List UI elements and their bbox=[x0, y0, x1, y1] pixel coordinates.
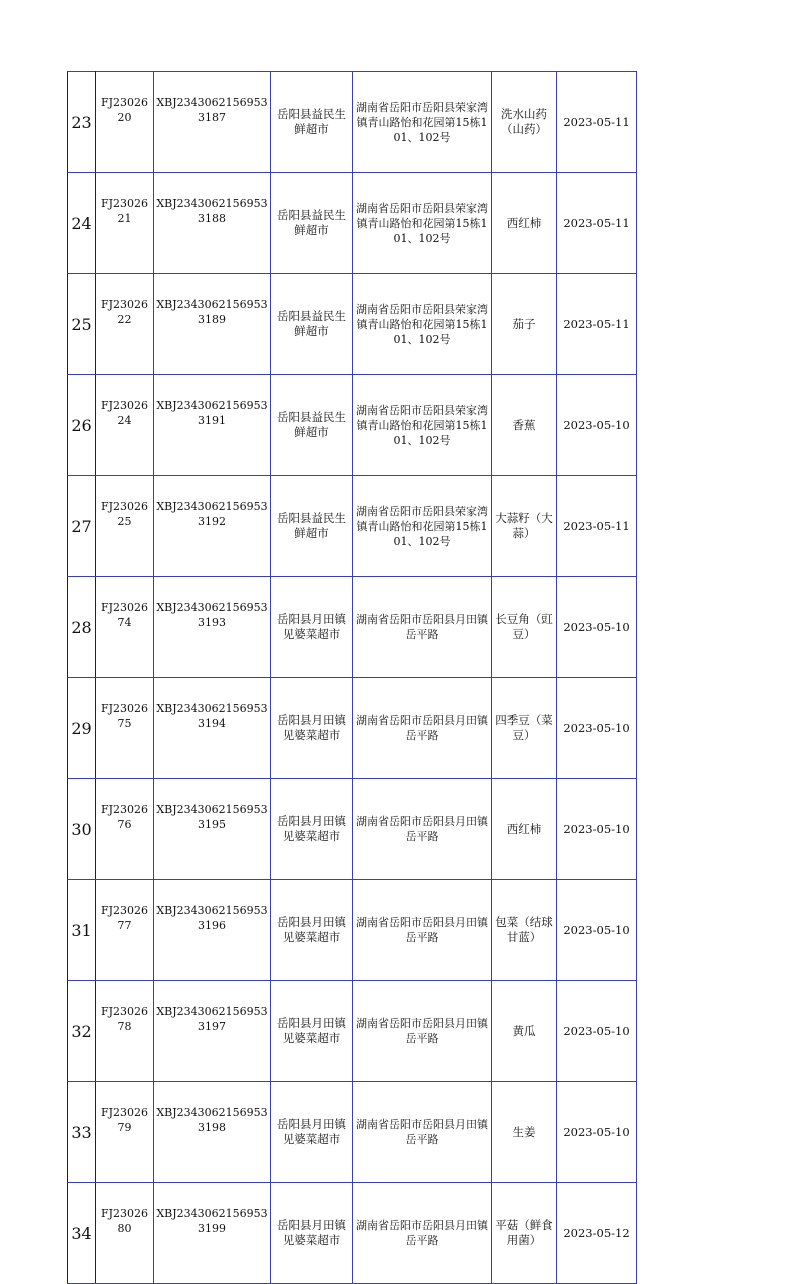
entity-address: 湖南省岳阳市岳阳县月田镇岳平路 bbox=[353, 1082, 492, 1183]
entity-name: 岳阳县益民生鲜超市 bbox=[271, 173, 353, 274]
sampling-date: 2023-05-12 bbox=[557, 1183, 637, 1284]
report-number: XBJ23430621569533192 bbox=[154, 476, 271, 577]
product-name: 香蕉 bbox=[492, 375, 557, 476]
sample-number: FJ2302674 bbox=[96, 577, 154, 678]
sampling-date: 2023-05-11 bbox=[557, 72, 637, 173]
entity-address: 湖南省岳阳市岳阳县月田镇岳平路 bbox=[353, 880, 492, 981]
product-name: 黄瓜 bbox=[492, 981, 557, 1082]
sampling-date: 2023-05-11 bbox=[557, 476, 637, 577]
report-number: XBJ23430621569533194 bbox=[154, 678, 271, 779]
sample-number: FJ2302625 bbox=[96, 476, 154, 577]
entity-address: 湖南省岳阳市岳阳县荣家湾镇青山路怡和花园第15栋101、102号 bbox=[353, 173, 492, 274]
table-row bbox=[68, 1082, 637, 1183]
report-number: XBJ23430621569533199 bbox=[154, 1183, 271, 1284]
table-row bbox=[68, 476, 637, 577]
row-number: 28 bbox=[68, 577, 96, 678]
entity-address: 湖南省岳阳市岳阳县月田镇岳平路 bbox=[353, 1183, 492, 1284]
entity-name: 岳阳县月田镇见婆菜超市 bbox=[271, 1082, 353, 1183]
sample-number: FJ2302679 bbox=[96, 1082, 154, 1183]
sample-number: FJ2302622 bbox=[96, 274, 154, 375]
sampling-date: 2023-05-10 bbox=[557, 1082, 637, 1183]
report-number: XBJ23430621569533193 bbox=[154, 577, 271, 678]
row-number: 27 bbox=[68, 476, 96, 577]
sample-number: FJ2302677 bbox=[96, 880, 154, 981]
entity-name: 岳阳县益民生鲜超市 bbox=[271, 476, 353, 577]
table-row bbox=[68, 173, 637, 274]
report-number: XBJ23430621569533187 bbox=[154, 72, 271, 173]
row-number: 29 bbox=[68, 678, 96, 779]
sample-number: FJ2302675 bbox=[96, 678, 154, 779]
entity-name: 岳阳县月田镇见婆菜超市 bbox=[271, 678, 353, 779]
entity-address: 湖南省岳阳市岳阳县月田镇岳平路 bbox=[353, 678, 492, 779]
row-number: 31 bbox=[68, 880, 96, 981]
sampling-date: 2023-05-10 bbox=[557, 880, 637, 981]
report-number: XBJ23430621569533189 bbox=[154, 274, 271, 375]
row-number: 33 bbox=[68, 1082, 96, 1183]
table-row bbox=[68, 779, 637, 880]
row-number: 26 bbox=[68, 375, 96, 476]
report-number: XBJ23430621569533191 bbox=[154, 375, 271, 476]
entity-name: 岳阳县益民生鲜超市 bbox=[271, 72, 353, 173]
product-name: 四季豆（菜豆） bbox=[492, 678, 557, 779]
table-row bbox=[68, 72, 637, 173]
sampling-date: 2023-05-11 bbox=[557, 173, 637, 274]
report-number: XBJ23430621569533195 bbox=[154, 779, 271, 880]
entity-name: 岳阳县益民生鲜超市 bbox=[271, 274, 353, 375]
table-row bbox=[68, 274, 637, 375]
product-name: 茄子 bbox=[492, 274, 557, 375]
sampling-date: 2023-05-10 bbox=[557, 678, 637, 779]
product-name: 长豆角（豇豆） bbox=[492, 577, 557, 678]
sample-number: FJ2302621 bbox=[96, 173, 154, 274]
sample-number: FJ2302624 bbox=[96, 375, 154, 476]
report-number: XBJ23430621569533198 bbox=[154, 1082, 271, 1183]
product-name: 包菜（结球甘蓝） bbox=[492, 880, 557, 981]
entity-name: 岳阳县月田镇见婆菜超市 bbox=[271, 577, 353, 678]
entity-name: 岳阳县月田镇见婆菜超市 bbox=[271, 1183, 353, 1284]
table-row bbox=[68, 880, 637, 981]
row-number: 23 bbox=[68, 72, 96, 173]
entity-address: 湖南省岳阳市岳阳县荣家湾镇青山路怡和花园第15栋101、102号 bbox=[353, 274, 492, 375]
row-number: 32 bbox=[68, 981, 96, 1082]
product-name: 西红柿 bbox=[492, 173, 557, 274]
sample-number: FJ2302680 bbox=[96, 1183, 154, 1284]
sampling-date: 2023-05-10 bbox=[557, 577, 637, 678]
table-row bbox=[68, 678, 637, 779]
sampling-date: 2023-05-10 bbox=[557, 375, 637, 476]
product-name: 平菇（鲜食用菌） bbox=[492, 1183, 557, 1284]
entity-address: 湖南省岳阳市岳阳县荣家湾镇青山路怡和花园第15栋101、102号 bbox=[353, 72, 492, 173]
entity-name: 岳阳县月田镇见婆菜超市 bbox=[271, 779, 353, 880]
sampling-date: 2023-05-10 bbox=[557, 981, 637, 1082]
table-row bbox=[68, 375, 637, 476]
product-name: 大蒜籽（大蒜） bbox=[492, 476, 557, 577]
sampling-date: 2023-05-11 bbox=[557, 274, 637, 375]
report-number: XBJ23430621569533197 bbox=[154, 981, 271, 1082]
entity-address: 湖南省岳阳市岳阳县荣家湾镇青山路怡和花园第15栋101、102号 bbox=[353, 375, 492, 476]
table-row bbox=[68, 1183, 637, 1284]
table-body bbox=[68, 72, 637, 1284]
sampling-date: 2023-05-10 bbox=[557, 779, 637, 880]
table-row bbox=[68, 981, 637, 1082]
row-number: 24 bbox=[68, 173, 96, 274]
report-number: XBJ23430621569533196 bbox=[154, 880, 271, 981]
product-name: 西红柿 bbox=[492, 779, 557, 880]
product-name: 生姜 bbox=[492, 1082, 557, 1183]
row-number: 25 bbox=[68, 274, 96, 375]
entity-name: 岳阳县月田镇见婆菜超市 bbox=[271, 981, 353, 1082]
row-number: 30 bbox=[68, 779, 96, 880]
row-number: 34 bbox=[68, 1183, 96, 1284]
sample-number: FJ2302676 bbox=[96, 779, 154, 880]
table-row bbox=[68, 577, 637, 678]
sample-number: FJ2302678 bbox=[96, 981, 154, 1082]
entity-address: 湖南省岳阳市岳阳县荣家湾镇青山路怡和花园第15栋101、102号 bbox=[353, 476, 492, 577]
entity-address: 湖南省岳阳市岳阳县月田镇岳平路 bbox=[353, 577, 492, 678]
sample-number: FJ2302620 bbox=[96, 72, 154, 173]
entity-address: 湖南省岳阳市岳阳县月田镇岳平路 bbox=[353, 981, 492, 1082]
entity-address: 湖南省岳阳市岳阳县月田镇岳平路 bbox=[353, 779, 492, 880]
entity-name: 岳阳县月田镇见婆菜超市 bbox=[271, 880, 353, 981]
entity-name: 岳阳县益民生鲜超市 bbox=[271, 375, 353, 476]
report-number: XBJ23430621569533188 bbox=[154, 173, 271, 274]
inspection-results-table bbox=[67, 71, 637, 1284]
product-name: 洗水山药（山药） bbox=[492, 72, 557, 173]
